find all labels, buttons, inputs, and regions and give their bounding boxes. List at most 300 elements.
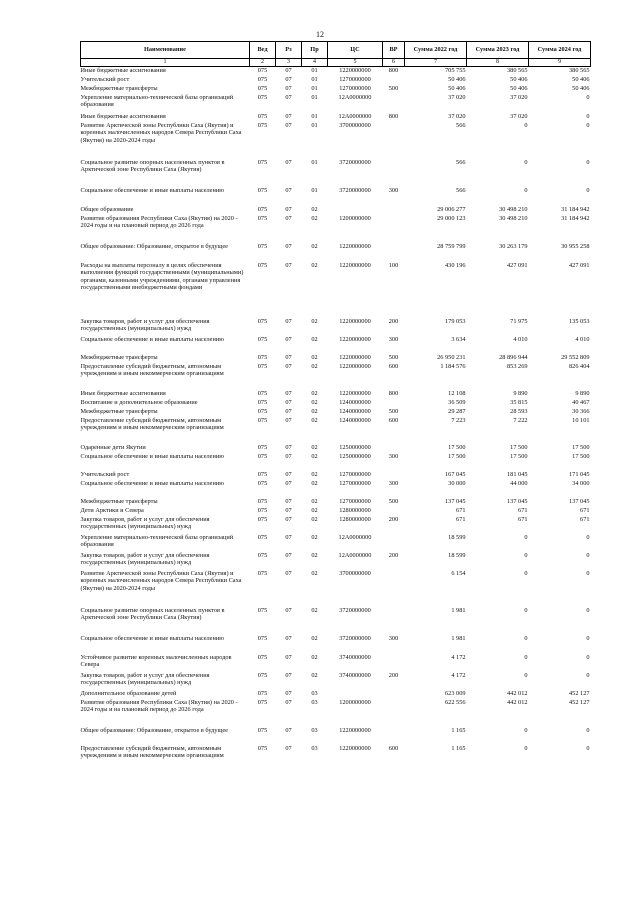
column-number-row bbox=[81, 59, 591, 67]
row-ved: 075 bbox=[257, 84, 268, 92]
row-ved: 075 bbox=[257, 634, 268, 642]
row-cs: 12А0000000 bbox=[338, 533, 372, 541]
row-vr bbox=[383, 94, 405, 113]
row-rz: 07 bbox=[285, 569, 292, 577]
row-cs: 12А0000000 bbox=[338, 551, 372, 559]
row-sum-2022: 566 bbox=[456, 186, 466, 194]
row-vr: 300 bbox=[388, 186, 399, 194]
row-sum-2023: 427 091 bbox=[507, 261, 528, 269]
table-row bbox=[81, 159, 591, 187]
row-vr: 500 bbox=[388, 353, 399, 361]
table-row bbox=[81, 498, 591, 507]
row-rz: 07 bbox=[285, 75, 292, 83]
table-row bbox=[81, 67, 591, 76]
row-sum-2024: 380 565 bbox=[569, 67, 590, 75]
row-rz: 07 bbox=[285, 84, 292, 92]
row-vr bbox=[383, 607, 405, 635]
row-vr bbox=[383, 206, 405, 215]
table-row bbox=[81, 654, 591, 672]
row-sum-2023: 671 bbox=[518, 506, 528, 514]
row-sum-2022: 1 165 bbox=[451, 744, 466, 752]
row-name: Учительский рост bbox=[80, 470, 130, 478]
row-sum-2024: 29 552 809 bbox=[561, 353, 590, 361]
row-vr bbox=[383, 534, 405, 552]
row-name: Общее образование: Образование, открытое в будущее bbox=[80, 726, 228, 734]
row-vr: 200 bbox=[388, 551, 399, 559]
row-pr: 02 bbox=[311, 551, 318, 559]
row-pr: 03 bbox=[311, 744, 318, 752]
row-sum-2024: 135 053 bbox=[569, 317, 590, 325]
row-sum-2023: 0 bbox=[524, 158, 528, 166]
row-rz: 07 bbox=[285, 112, 292, 120]
row-sum-2022: 12 108 bbox=[448, 389, 466, 397]
row-pr: 02 bbox=[311, 261, 318, 269]
row-name: Иные бюджетные ассигнования bbox=[80, 389, 166, 397]
row-sum-2024: 17 500 bbox=[572, 443, 590, 451]
row-ved: 075 bbox=[257, 515, 268, 523]
row-sum-2022: 167 045 bbox=[445, 470, 466, 478]
row-rz: 07 bbox=[285, 416, 292, 424]
row-sum-2024: 0 bbox=[586, 634, 590, 642]
row-sum-2024: 427 091 bbox=[569, 261, 590, 269]
table-row bbox=[81, 408, 591, 417]
row-pr: 02 bbox=[311, 416, 318, 424]
row-vr bbox=[383, 690, 405, 699]
row-pr: 02 bbox=[311, 515, 318, 523]
row-ved: 075 bbox=[257, 93, 268, 101]
row-rz: 07 bbox=[285, 452, 292, 460]
column-header: Пр bbox=[302, 42, 328, 59]
row-cs: 12А0000000 bbox=[338, 93, 372, 101]
row-sum-2023: 30 498 210 bbox=[499, 205, 528, 213]
table-row bbox=[81, 187, 591, 206]
row-cs bbox=[328, 690, 383, 699]
row-sum-2022: 179 053 bbox=[445, 317, 466, 325]
row-pr: 02 bbox=[311, 353, 318, 361]
row-vr bbox=[383, 570, 405, 607]
row-pr: 03 bbox=[311, 698, 318, 706]
row-cs: 12А0000000 bbox=[338, 112, 372, 120]
table-row bbox=[81, 354, 591, 363]
row-sum-2024: 30 366 bbox=[572, 407, 590, 415]
row-name: Устойчивое развитие коренных малочисленных народов Севера bbox=[80, 653, 232, 669]
row-sum-2022: 1 184 576 bbox=[440, 362, 466, 370]
table-row bbox=[81, 690, 591, 699]
row-sum-2023: 442 012 bbox=[507, 698, 528, 706]
row-sum-2023: 0 bbox=[524, 551, 528, 559]
row-rz: 07 bbox=[285, 726, 292, 734]
row-name: Общее образование: Образование, открытое в будущее bbox=[80, 242, 228, 250]
row-vr: 200 bbox=[388, 671, 399, 679]
row-cs: 1240000000 bbox=[339, 398, 371, 406]
table-row bbox=[81, 672, 591, 690]
row-sum-2024: 50 406 bbox=[572, 75, 590, 83]
row-rz: 07 bbox=[285, 744, 292, 752]
row-name: Межбюджетные трансферты bbox=[80, 407, 158, 415]
row-ved: 075 bbox=[257, 744, 268, 752]
row-pr: 03 bbox=[311, 726, 318, 734]
row-cs: 1220000000 bbox=[339, 242, 371, 250]
row-sum-2024: 17 500 bbox=[572, 452, 590, 460]
row-pr: 02 bbox=[311, 506, 318, 514]
row-sum-2022: 37 020 bbox=[448, 93, 466, 101]
row-sum-2023: 71 975 bbox=[510, 317, 528, 325]
column-number: 5 bbox=[328, 59, 383, 67]
row-cs: 1250000000 bbox=[339, 452, 371, 460]
row-name: Иные бюджетные ассигнования bbox=[80, 67, 166, 75]
table-row bbox=[81, 444, 591, 453]
row-sum-2022: 17 500 bbox=[448, 452, 466, 460]
row-vr bbox=[383, 699, 405, 727]
column-header: Сумма 2024 год bbox=[529, 42, 591, 59]
row-rz: 07 bbox=[285, 158, 292, 166]
row-vr bbox=[383, 122, 405, 159]
row-pr: 02 bbox=[311, 452, 318, 460]
row-vr: 600 bbox=[388, 744, 399, 752]
row-sum-2024: 826 404 bbox=[569, 362, 590, 370]
row-vr bbox=[383, 507, 405, 516]
row-pr: 01 bbox=[311, 67, 318, 75]
row-pr: 02 bbox=[311, 533, 318, 541]
table-row bbox=[81, 552, 591, 570]
row-rz: 07 bbox=[285, 335, 292, 343]
row-name: Закупка товаров, работ и услуг для обеспечения государственных (муниципальных) нужд bbox=[80, 671, 210, 687]
row-cs: 1270000000 bbox=[339, 497, 371, 505]
row-pr: 01 bbox=[311, 75, 318, 83]
row-sum-2022: 622 556 bbox=[445, 698, 466, 706]
row-vr: 300 bbox=[388, 335, 399, 343]
row-pr: 02 bbox=[311, 634, 318, 642]
row-cs: 1250000000 bbox=[339, 443, 371, 451]
row-name: Социальное обеспечение и иные выплаты населению bbox=[80, 479, 224, 487]
column-number: 4 bbox=[302, 59, 328, 67]
row-name: Предоставление субсидий бюджетным, автономным учреждениям и иным некоммерческим организациям bbox=[80, 744, 224, 760]
row-rz: 07 bbox=[285, 242, 292, 250]
row-vr: 600 bbox=[388, 416, 399, 424]
row-sum-2023: 9 890 bbox=[513, 389, 528, 397]
row-sum-2023: 7 222 bbox=[513, 416, 528, 424]
row-ved: 075 bbox=[257, 606, 268, 614]
row-pr: 02 bbox=[311, 214, 318, 222]
table-row bbox=[81, 390, 591, 399]
row-sum-2023: 44 000 bbox=[510, 479, 528, 487]
row-ved: 075 bbox=[257, 689, 268, 697]
row-vr bbox=[383, 76, 405, 85]
row-cs: 1220000000 bbox=[339, 261, 371, 269]
row-pr: 02 bbox=[311, 242, 318, 250]
row-ved: 075 bbox=[257, 569, 268, 577]
row-sum-2022: 3 634 bbox=[451, 335, 466, 343]
column-number: 6 bbox=[383, 59, 405, 67]
row-cs: 1220000000 bbox=[339, 67, 371, 75]
row-pr: 02 bbox=[311, 205, 318, 213]
row-ved: 075 bbox=[257, 533, 268, 541]
row-rz: 07 bbox=[285, 533, 292, 541]
table-row bbox=[81, 215, 591, 243]
row-sum-2022: 37 020 bbox=[448, 112, 466, 120]
row-ved: 075 bbox=[257, 186, 268, 194]
row-sum-2023: 671 bbox=[518, 515, 528, 523]
row-sum-2022: 50 406 bbox=[448, 75, 466, 83]
row-name: Межбюджетные трансферты bbox=[80, 497, 158, 505]
row-sum-2022: 36 509 bbox=[448, 398, 466, 406]
row-vr: 300 bbox=[388, 479, 399, 487]
row-pr: 02 bbox=[311, 671, 318, 679]
table-row bbox=[81, 471, 591, 480]
table-row bbox=[81, 516, 591, 534]
row-name: Общее образование bbox=[80, 205, 134, 213]
row-sum-2024: 34 000 bbox=[572, 479, 590, 487]
row-rz: 07 bbox=[285, 497, 292, 505]
row-ved: 075 bbox=[257, 698, 268, 706]
row-name: Развитие Арктической зоны Республики Саха (Якутия) и коренных малочисленных народов Севера Республики Саха (Якутия) на 2020-2024 годы bbox=[80, 569, 242, 592]
row-cs: 1270000000 bbox=[339, 75, 371, 83]
row-sum-2024: 0 bbox=[586, 606, 590, 614]
row-sum-2024: 31 184 942 bbox=[561, 205, 590, 213]
row-cs: 3720000000 bbox=[339, 158, 371, 166]
row-sum-2024: 0 bbox=[586, 121, 590, 129]
row-ved: 075 bbox=[257, 497, 268, 505]
row-ved: 075 bbox=[257, 261, 268, 269]
row-sum-2022: 566 bbox=[456, 121, 466, 129]
row-name: Социальное развитие опорных населенных пунктов в Арктической зоне Республики Саха (Якутия) bbox=[80, 158, 225, 174]
row-sum-2024: 671 bbox=[580, 515, 590, 523]
table-row bbox=[81, 570, 591, 607]
row-sum-2022: 18 599 bbox=[448, 533, 466, 541]
row-ved: 075 bbox=[257, 335, 268, 343]
row-sum-2022: 671 bbox=[456, 506, 466, 514]
row-sum-2022: 29 287 bbox=[448, 407, 466, 415]
column-header: Вед bbox=[250, 42, 276, 59]
row-sum-2024: 30 955 258 bbox=[561, 242, 590, 250]
row-name: Предоставление субсидий бюджетным, автономным учреждениям и иным некоммерческим организациям bbox=[80, 362, 224, 378]
row-pr: 02 bbox=[311, 407, 318, 415]
row-name: Расходы на выплаты персоналу в целях обеспечения выполнения функций государственными (муниципальными) органами, казенными учреждениями, органами управления государственными внебюджетными фондами bbox=[80, 261, 244, 292]
table-row bbox=[81, 85, 591, 94]
row-vr: 500 bbox=[388, 497, 399, 505]
row-name: Укрепление материально-технической базы организаций образования bbox=[80, 93, 234, 109]
table-row bbox=[81, 453, 591, 471]
row-sum-2022: 29 000 123 bbox=[437, 214, 466, 222]
row-rz: 07 bbox=[285, 205, 292, 213]
column-header: ВР bbox=[383, 42, 405, 59]
row-vr: 300 bbox=[388, 452, 399, 460]
row-sum-2023: 35 815 bbox=[510, 398, 528, 406]
row-sum-2024: 9 890 bbox=[575, 389, 590, 397]
column-header: Рз bbox=[276, 42, 302, 59]
column-number: 9 bbox=[529, 59, 591, 67]
row-vr bbox=[383, 215, 405, 243]
row-cs: 1200000000 bbox=[339, 698, 371, 706]
row-rz: 07 bbox=[285, 515, 292, 523]
row-cs: 1240000000 bbox=[339, 407, 371, 415]
table-row bbox=[81, 417, 591, 444]
row-vr bbox=[383, 727, 405, 745]
column-number: 2 bbox=[250, 59, 276, 67]
row-sum-2022: 7 223 bbox=[451, 416, 466, 424]
row-vr: 800 bbox=[388, 389, 399, 397]
column-number: 7 bbox=[405, 59, 467, 67]
row-name: Воспитание и дополнительное образование bbox=[80, 398, 198, 406]
row-name: Закупка товаров, работ и услуг для обеспечения государственных (муниципальных) нужд bbox=[80, 551, 210, 567]
row-cs: 3740000000 bbox=[339, 653, 371, 661]
row-vr: 800 bbox=[388, 112, 399, 120]
row-ved: 075 bbox=[257, 214, 268, 222]
row-name: Закупка товаров, работ и услуг для обеспечения государственных (муниципальных) нужд bbox=[80, 317, 210, 333]
row-sum-2023: 0 bbox=[524, 121, 528, 129]
row-cs: 1240000000 bbox=[339, 416, 371, 424]
row-cs: 1280000000 bbox=[339, 515, 371, 523]
row-pr: 01 bbox=[311, 186, 318, 194]
row-cs: 1270000000 bbox=[339, 479, 371, 487]
row-sum-2023: 50 406 bbox=[510, 84, 528, 92]
row-vr: 500 bbox=[388, 407, 399, 415]
row-ved: 075 bbox=[257, 67, 268, 75]
row-sum-2023: 0 bbox=[524, 186, 528, 194]
row-pr: 02 bbox=[311, 443, 318, 451]
row-ved: 075 bbox=[257, 479, 268, 487]
table-row bbox=[81, 122, 591, 159]
row-name: Одаренные дети Якутии bbox=[80, 443, 146, 451]
row-ved: 075 bbox=[257, 653, 268, 661]
row-cs: 1220000000 bbox=[339, 353, 371, 361]
table-row bbox=[81, 699, 591, 727]
row-sum-2024: 0 bbox=[586, 726, 590, 734]
budget-table bbox=[80, 41, 591, 765]
row-sum-2022: 430 196 bbox=[445, 261, 466, 269]
row-sum-2023: 17 500 bbox=[510, 443, 528, 451]
row-sum-2023: 137 045 bbox=[507, 497, 528, 505]
row-sum-2023: 0 bbox=[524, 726, 528, 734]
row-cs: 1220000000 bbox=[339, 362, 371, 370]
row-sum-2024: 31 184 942 bbox=[561, 214, 590, 222]
row-pr: 02 bbox=[311, 389, 318, 397]
row-sum-2024: 0 bbox=[586, 533, 590, 541]
row-cs: 1220000000 bbox=[339, 317, 371, 325]
table-row bbox=[81, 399, 591, 408]
row-ved: 075 bbox=[257, 317, 268, 325]
row-name: Социальное развитие опорных населенных пунктов в Арктической зоне Республики Саха (Якутия) bbox=[80, 606, 225, 622]
row-sum-2022: 623 009 bbox=[445, 689, 466, 697]
row-name: Развитие образования Республики Саха (Якутия) на 2020 - 2024 годы и на плановый период до 2026 года bbox=[80, 698, 238, 714]
row-pr: 01 bbox=[311, 93, 318, 101]
column-number: 1 bbox=[81, 59, 250, 67]
row-sum-2024: 0 bbox=[586, 158, 590, 166]
row-sum-2024: 0 bbox=[586, 671, 590, 679]
row-pr: 02 bbox=[311, 569, 318, 577]
row-cs: 1220000000 bbox=[339, 335, 371, 343]
row-ved: 075 bbox=[257, 362, 268, 370]
row-sum-2022: 28 759 799 bbox=[437, 242, 466, 250]
row-name: Межбюджетные трансферты bbox=[80, 84, 158, 92]
row-rz: 07 bbox=[285, 443, 292, 451]
row-sum-2023: 181 045 bbox=[507, 470, 528, 478]
row-ved: 075 bbox=[257, 470, 268, 478]
row-ved: 075 bbox=[257, 353, 268, 361]
table-row bbox=[81, 243, 591, 262]
row-sum-2022: 17 500 bbox=[448, 443, 466, 451]
row-sum-2022: 30 000 bbox=[448, 479, 466, 487]
row-cs: 1200000000 bbox=[339, 214, 371, 222]
column-header: ЦС bbox=[328, 42, 383, 59]
row-rz: 07 bbox=[285, 689, 292, 697]
table-row bbox=[81, 745, 591, 765]
row-sum-2024: 50 406 bbox=[572, 84, 590, 92]
row-sum-2024: 0 bbox=[586, 112, 590, 120]
row-sum-2022: 137 045 bbox=[445, 497, 466, 505]
row-cs: 1280000000 bbox=[339, 506, 371, 514]
row-sum-2023: 28 593 bbox=[510, 407, 528, 415]
row-name: Межбюджетные трансферты bbox=[80, 353, 158, 361]
row-sum-2023: 0 bbox=[524, 569, 528, 577]
table-row bbox=[81, 318, 591, 336]
row-ved: 075 bbox=[257, 726, 268, 734]
row-cs: 3720000000 bbox=[339, 634, 371, 642]
row-name: Дополнительное образование детей bbox=[80, 689, 177, 697]
table-row bbox=[81, 480, 591, 498]
row-vr bbox=[383, 444, 405, 453]
table-row bbox=[81, 507, 591, 516]
row-cs: 1220000000 bbox=[339, 726, 371, 734]
row-pr: 02 bbox=[311, 317, 318, 325]
row-name: Социальное обеспечение и иные выплаты населению bbox=[80, 452, 224, 460]
row-sum-2023: 50 406 bbox=[510, 75, 528, 83]
row-ved: 075 bbox=[257, 205, 268, 213]
row-vr bbox=[383, 159, 405, 187]
table-body bbox=[81, 67, 591, 765]
column-header: Наименование bbox=[81, 42, 250, 59]
row-sum-2023: 30 498 210 bbox=[499, 214, 528, 222]
row-sum-2022: 50 406 bbox=[448, 84, 466, 92]
row-pr: 02 bbox=[311, 335, 318, 343]
row-name: Социальное обеспечение и иные выплаты населению bbox=[80, 186, 224, 194]
row-cs: 3720000000 bbox=[339, 606, 371, 614]
row-sum-2024: 171 045 bbox=[569, 470, 590, 478]
row-sum-2022: 1 165 bbox=[451, 726, 466, 734]
row-sum-2022: 566 bbox=[456, 158, 466, 166]
table-row bbox=[81, 727, 591, 745]
row-cs: 1270000000 bbox=[339, 470, 371, 478]
row-sum-2024: 0 bbox=[586, 653, 590, 661]
row-sum-2023: 0 bbox=[524, 671, 528, 679]
row-vr: 200 bbox=[388, 515, 399, 523]
table-row bbox=[81, 94, 591, 113]
row-rz: 07 bbox=[285, 470, 292, 478]
row-sum-2023: 0 bbox=[524, 744, 528, 752]
row-cs: 1220000000 bbox=[339, 389, 371, 397]
row-rz: 07 bbox=[285, 214, 292, 222]
row-sum-2024: 10 101 bbox=[572, 416, 590, 424]
table-row bbox=[81, 336, 591, 354]
row-cs: 3740000000 bbox=[339, 671, 371, 679]
table-row bbox=[81, 262, 591, 318]
row-rz: 07 bbox=[285, 398, 292, 406]
row-ved: 075 bbox=[257, 452, 268, 460]
row-sum-2023: 0 bbox=[524, 606, 528, 614]
row-vr bbox=[383, 471, 405, 480]
row-name: Иные бюджетные ассигнования bbox=[80, 112, 166, 120]
row-sum-2022: 705 755 bbox=[445, 67, 466, 75]
row-rz: 07 bbox=[285, 67, 292, 75]
table-row bbox=[81, 363, 591, 390]
row-sum-2024: 0 bbox=[586, 744, 590, 752]
row-sum-2024: 137 045 bbox=[569, 497, 590, 505]
row-ved: 075 bbox=[257, 242, 268, 250]
row-pr: 01 bbox=[311, 84, 318, 92]
row-sum-2024: 40 467 bbox=[572, 398, 590, 406]
row-rz: 07 bbox=[285, 261, 292, 269]
row-rz: 07 bbox=[285, 317, 292, 325]
